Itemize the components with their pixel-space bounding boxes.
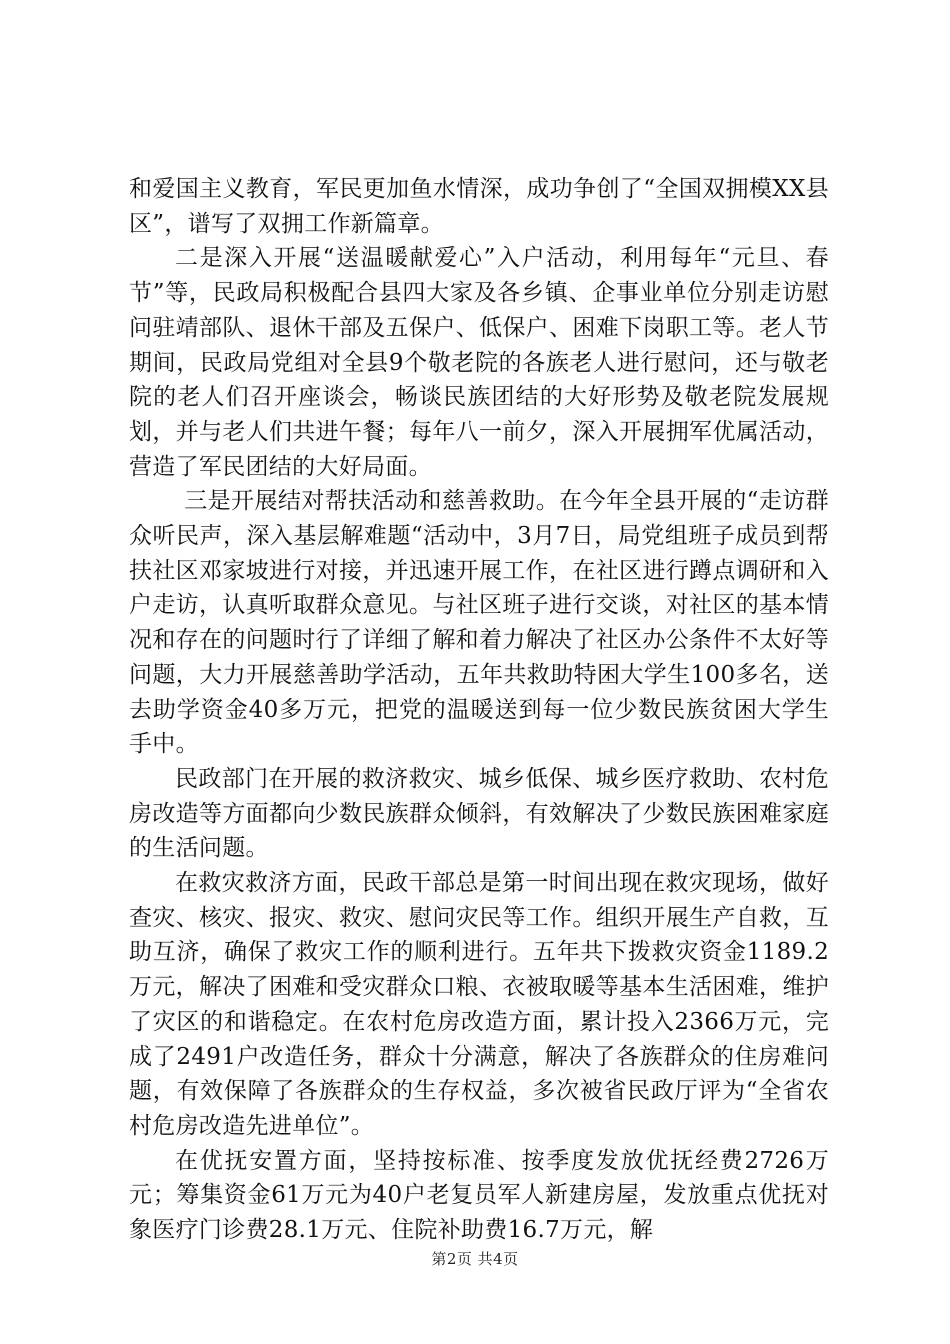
page-number-footer: 第2页 共4页 bbox=[431, 1250, 519, 1268]
paragraph-continuation: 和爱国主义教育，军民更加鱼水情深，成功争创了“全国双拥模XX县区”，谱写了双拥工作新篇章。 bbox=[129, 176, 829, 237]
paragraph-assistance: 三是开展结对帮扶活动和慈善救助。在今年全县开展的“走访群众听民声，深入基层解难题“活动中，3月7日，局党组班子成员到帮扶社区邓家坡进行对接，并迅速开展工作，在社区进行蹲点调研和入户走访，认真听取群众意见。与社区班子进行交谈，对社区的基本情况和存在的问题时行了详细了解和着力解决了社区办公条件不太好等问题，大力开展慈善助学活动，五年共救助特困大学生100多名，送去助学资金40多万元，把党的温暖送到每一位少数民族贫困大学生手中。 bbox=[129, 488, 829, 758]
paragraph-disaster-relief: 在救灾救济方面，民政干部总是第一时间出现在救灾现场，做好查灾、核灾、报灾、救灾、慰问灾民等工作。组织开展生产自救，互助互济，确保了救灾工作的顺利进行。五年共下拨救灾资金1189.2万元，解决了困难和受灾群众口粮、衣被取暖等基本生活困难，维护了灾区的和谐稳定。在农村危房改造方面，累计投入2366万元，完成了2491户改造任务，群众十分满意，解决了各族群众的住房难问题，有效保障了各族群众的生存权益，多次被省民政厅评为“全省农村危房改造先进单位”。 bbox=[129, 870, 829, 1139]
paragraph-civil-affairs: 民政部门在开展的救济救灾、城乡低保、城乡医疗救助、农村危房改造等方面都向少数民族群众倾斜，有效解决了少数民族困难家庭的生活问题。 bbox=[129, 765, 829, 862]
document-body bbox=[129, 172, 829, 1248]
paragraph-preferential-care: 在优抚安置方面，坚持按标准、按季度发放优抚经费2726万元；筹集资金61万元为40户老复员军人新建房屋，发放重点优抚对象医疗门诊费28.1万元、住院补助费16.7万元，解 bbox=[129, 1147, 829, 1244]
paragraph-warmth-activity: 二是深入开展“送温暖献爱心”入户活动，利用每年“元旦、春节”等，民政局积极配合县四大家及各乡镇、企事业单位分别走访慰问驻靖部队、退休干部及五保户、低保户、困难下岗职工等。老人节期间，民政局党组对全县9个敬老院的各族老人进行慰问，还与敬老院的老人们召开座谈会，畅谈民族团结的大好形势及敬老院发展规划，并与老人们共进午餐；每年八一前夕，深入开展拥军优属活动，营造了军民团结的大好局面。 bbox=[129, 245, 829, 480]
